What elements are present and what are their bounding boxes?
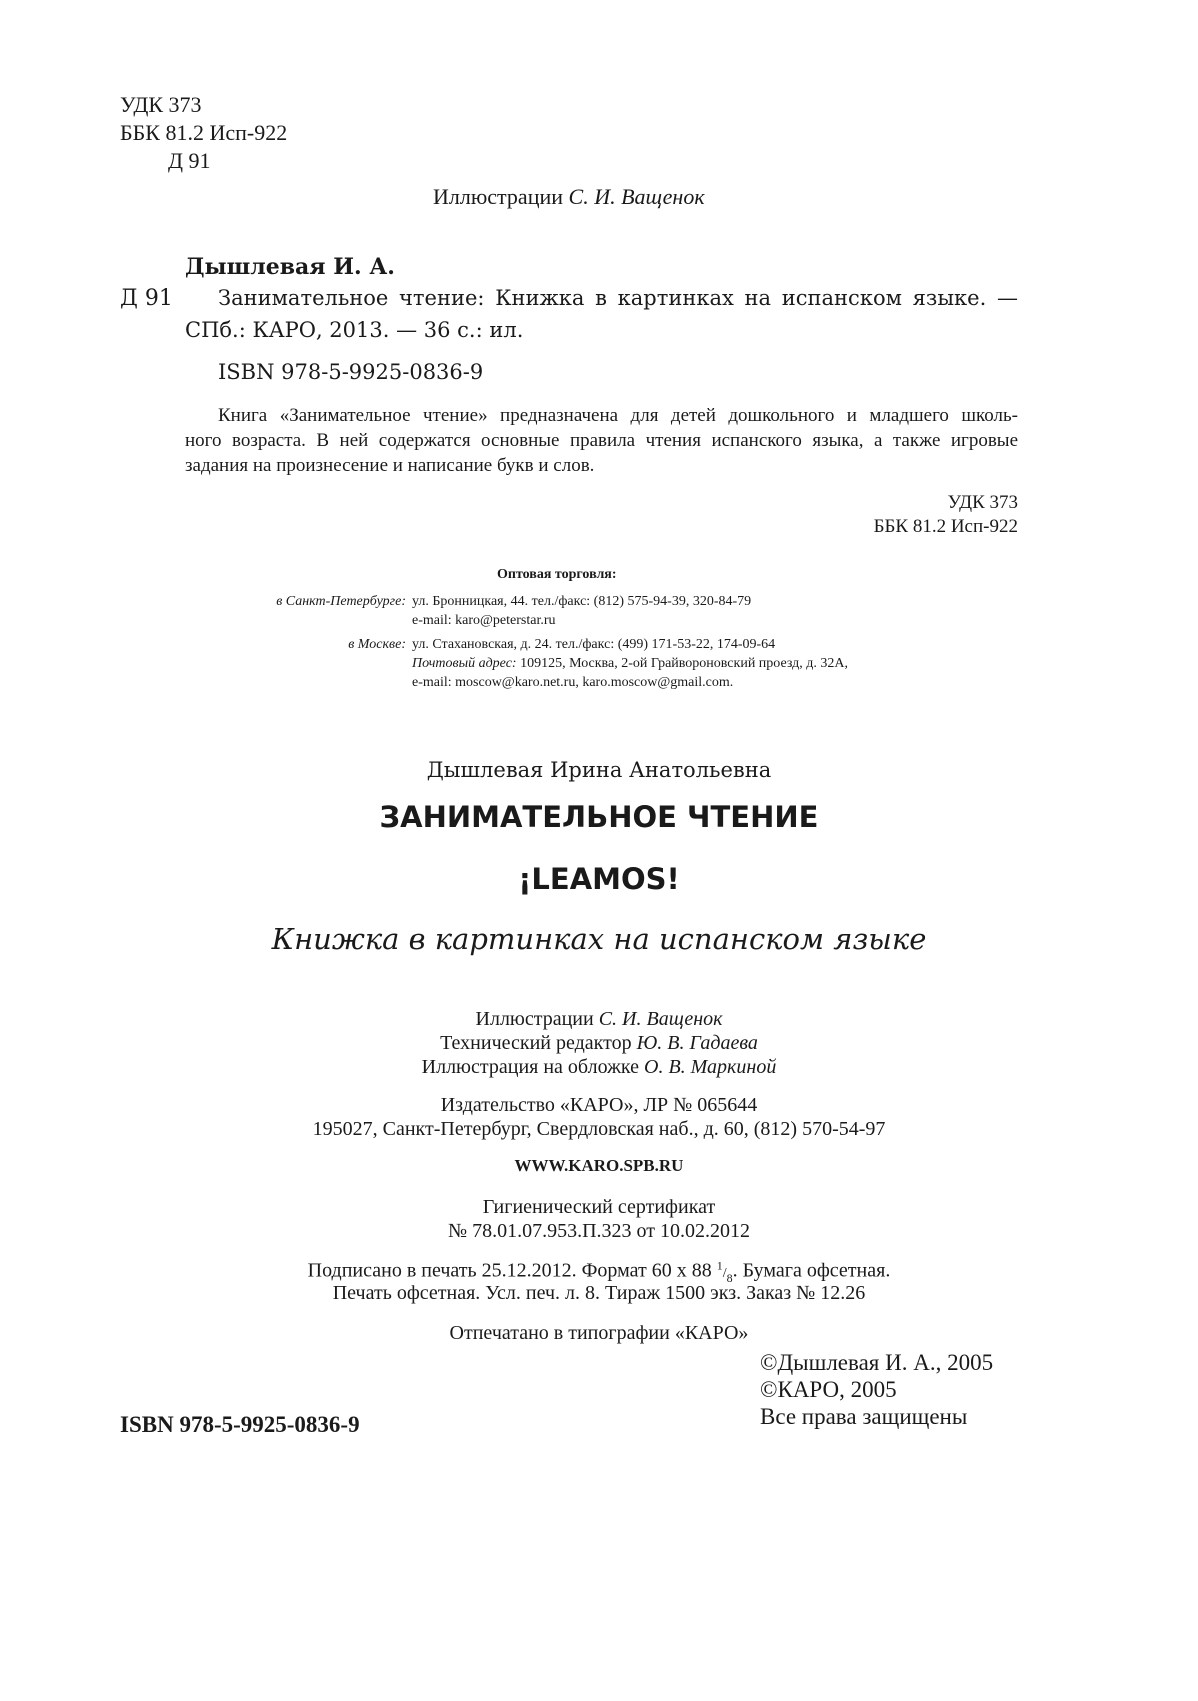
wholesale-msk-address: ул. Стахановская, д. 24. тел./факс: (499) 171-53-22, 174-09-64 bbox=[412, 637, 776, 652]
fraction-denominator: 8 bbox=[726, 1270, 733, 1285]
illustrations-credit-top bbox=[433, 184, 705, 210]
catalog-code: Д 91 bbox=[120, 286, 173, 311]
annotation-line2: ного возраста. В ней содержатся основные правила чтения испанского языка, а также игровые bbox=[185, 430, 1018, 451]
copyright-author: ©Дышлевая И. А., 2005 bbox=[760, 1350, 994, 1375]
catalog-bbk: ББК 81.2 Исп-922 bbox=[873, 516, 1018, 537]
footer-isbn: ISBN 978-5-9925-0836-9 bbox=[120, 1412, 360, 1437]
wholesale-title: Оптовая торговля: bbox=[497, 567, 617, 582]
postal-label: Почтовый адрес: bbox=[412, 656, 517, 671]
bbk-code: ББК 81.2 Исп-922 bbox=[120, 120, 288, 145]
book-title: ЗАНИМАТЕЛЬНОЕ ЧТЕНИЕ bbox=[379, 800, 819, 834]
print-line1-b: . Бумага офсетная. bbox=[732, 1259, 891, 1282]
credit-tech-editor-name: Ю. В. Гадаева bbox=[636, 1032, 758, 1054]
illustrator-name: С. И. Ващенок bbox=[568, 184, 705, 209]
annotation-line1: Книга «Занимательное чтение» предназначена для детей дошкольного и младшего школь- bbox=[218, 405, 1018, 426]
udk-code: УДК 373 bbox=[120, 92, 202, 117]
credit-illustrator: С. И. Ващенок bbox=[598, 1008, 723, 1030]
rights-reserved: Все права защищены bbox=[760, 1404, 968, 1429]
credit-cover-label: Иллюстрация на обложке bbox=[421, 1056, 639, 1078]
catalog-isbn: ISBN 978-5-9925-0836-9 bbox=[218, 360, 484, 384]
wholesale-spb-email: e-mail: karo@peterstar.ru bbox=[412, 613, 556, 628]
print-line1-a: Подписано в печать 25.12.2012. Формат 60 х 88 bbox=[307, 1259, 712, 1282]
wholesale-msk-postal bbox=[412, 656, 848, 672]
annotation-line3: задания на произнесение и написание букв и слов. bbox=[185, 455, 595, 476]
cert-line2: № 78.01.07.953.П.323 от 10.02.2012 bbox=[447, 1220, 750, 1242]
catalog-description-line2: СПб.: КАРО, 2013. — 36 с.: ил. bbox=[185, 318, 524, 342]
credit-illustrations bbox=[0, 1008, 1198, 1031]
print-format-fraction: $^1/_8$ bbox=[716, 1258, 733, 1285]
credit-cover bbox=[0, 1056, 1198, 1079]
wholesale-msk-label: в Москве: bbox=[348, 637, 406, 652]
credit-cover-artist: О. В. Маркиной bbox=[644, 1056, 777, 1078]
printed-at: Отпечатано в типографии «КАРО» bbox=[449, 1322, 749, 1344]
publisher-line2: 195027, Санкт-Петербург, Свердловская наб., д. 60, (812) 570-54-97 bbox=[312, 1118, 886, 1140]
credit-tech-editor bbox=[0, 1032, 1198, 1055]
wholesale-spb-address: ул. Бронницкая, 44. тел./факс: (812) 575-94-39, 320-84-79 bbox=[412, 594, 752, 609]
fraction-numerator: 1 bbox=[716, 1258, 723, 1272]
publisher-website: WWW.KARO.SPB.RU bbox=[514, 1156, 684, 1175]
cert-line1: Гигиенический сертификат bbox=[482, 1196, 716, 1218]
wholesale-spb-label: в Санкт-Петербурге: bbox=[276, 594, 406, 609]
copyright-publisher: ©КАРО, 2005 bbox=[760, 1377, 897, 1402]
book-subtitle: ¡LEAMOS! bbox=[518, 862, 680, 896]
book-subtitle-italic: Книжка в картинках на испанском языке bbox=[271, 922, 927, 956]
print-line2: Печать офсетная. Усл. печ. л. 8. Тираж 1500 экз. Заказ № 12.26 bbox=[332, 1282, 866, 1304]
postal-address: 109125, Москва, 2-ой Грайвороновский проезд, д. 32А, bbox=[520, 656, 848, 671]
catalog-udk: УДК 373 bbox=[947, 492, 1018, 513]
publisher-line1: Издательство «КАРО», ЛР № 065644 bbox=[440, 1094, 758, 1116]
credit-tech-editor-label: Технический редактор bbox=[440, 1032, 632, 1054]
catalog-description-line1: Занимательное чтение: Книжка в картинках на испанском языке. — bbox=[218, 286, 1018, 310]
wholesale-msk-email: e-mail: moscow@karo.net.ru, karo.moscow@gmail.com. bbox=[412, 675, 734, 690]
credit-illustrations-label: Иллюстрации bbox=[475, 1008, 594, 1030]
author-sign-code: Д 91 bbox=[168, 148, 211, 173]
catalog-author: Дышлевая И. А. bbox=[185, 254, 395, 280]
author-full-name: Дышлевая Ирина Анатольевна bbox=[426, 758, 772, 782]
illustrations-label: Иллюстрации bbox=[433, 184, 564, 209]
